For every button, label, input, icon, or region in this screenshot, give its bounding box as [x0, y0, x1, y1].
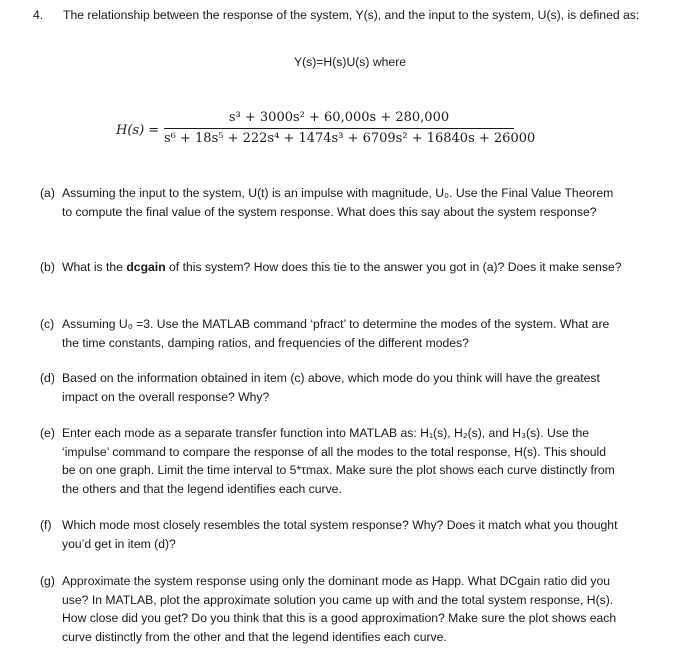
dcgain-keyword: dcgain	[126, 260, 166, 274]
question-intro: The relationship between the response of the system, Y(s), and the input to the system, U(s), is defined as:	[63, 8, 640, 22]
item-label: (b)	[40, 260, 55, 274]
item-text: Which mode most closely resembles the total system response? Why? Does it match what you thought you’d get in item (d)?	[62, 518, 618, 551]
item-label: (g)	[40, 574, 55, 588]
item-text: Based on the information obtained in item (c) above, which mode do you think will have the greatest impact on the overall response? Why?	[62, 371, 600, 404]
transfer-function-label: H(s) =	[116, 123, 160, 138]
question-number: 4.	[33, 8, 44, 22]
item-text: What is the dcgain of this system? How does this tie to the answer you got in (a)? Does it make sense?	[62, 260, 622, 274]
item-label: (d)	[40, 371, 55, 385]
item-text: Approximate the system response using only the dominant mode as Happ. What DCgain ratio did you use? In MATLAB, plot the approximate solution you came up with and the total system response, H(s). How close did you get? Do you think that this is a good approximation? Make sure the plot shows each curve distinctly from the other and that the legend identifies each curve.	[62, 574, 617, 644]
item-label: (e)	[40, 426, 55, 440]
item-label: (f)	[40, 518, 52, 532]
transfer-function-fraction	[164, 108, 536, 149]
relation-equation: Y(s)=H(s)U(s) where	[293, 55, 407, 69]
item-label: (c)	[40, 317, 55, 331]
transfer-function-numerator: s³ + 3000s² + 60,000s + 280,000	[228, 110, 450, 125]
item-label: (a)	[40, 186, 55, 200]
transfer-function-denominator: s⁶ + 18s⁵ + 222s⁴ + 1474s³ + 6709s² + 16840s + 26000	[164, 131, 536, 146]
item-text: Enter each mode as a separate transfer function into MATLAB as: H₁(s), H₂(s), and H₃(s). Use the ‘impulse’ command to compare the response of all the modes to the total response, H(s). This should be on one graph. Limit the time interval to 5*τmax. Make sure the plot shows each curve distinctly from the others and that the legend identifies each curve.	[62, 426, 615, 496]
item-text: Assuming U₀ =3. Use the MATLAB command ‘pfract’ to determine the modes of the system. What are the time constants, damping ratios, and frequencies of the different modes?	[62, 317, 610, 350]
item-text: Assuming the input to the system, U(t) is an impulse with magnitude, U₀. Use the Final Value Theorem to compute the final value of the system response. What does this say about the system response?	[62, 186, 614, 219]
